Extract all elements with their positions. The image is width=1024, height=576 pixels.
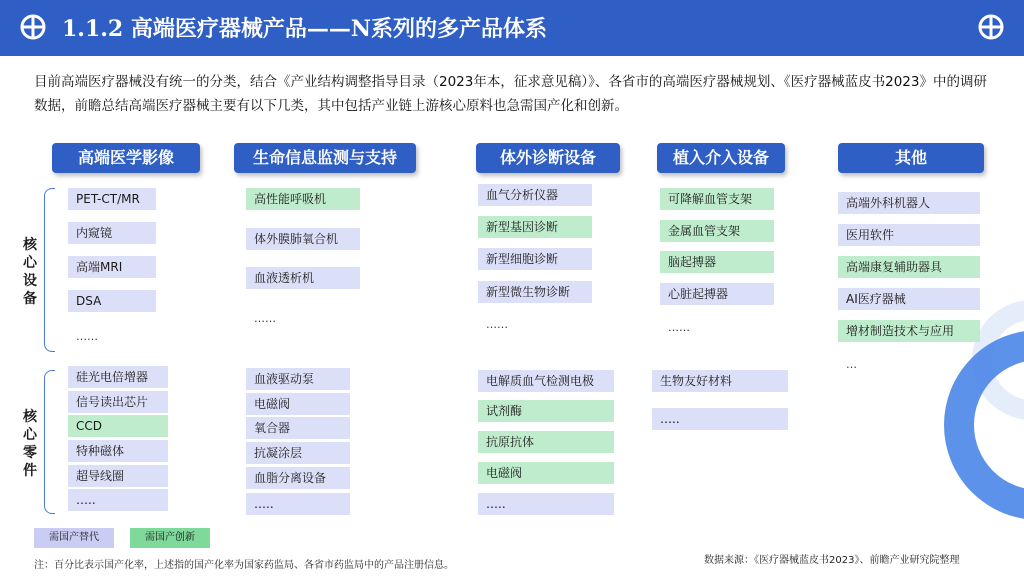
equipment-item: 心脏起搏器	[660, 283, 774, 305]
equipment-item: 新型基因诊断	[478, 216, 592, 238]
equipment-item: DSA	[68, 290, 156, 312]
equipment-item: 高端康复辅助器具	[838, 256, 980, 278]
equipment-item: 内窥镜	[68, 222, 156, 244]
equipment-item: 高性能呼吸机	[246, 188, 360, 210]
part-item: …..	[478, 493, 614, 515]
equipment-item: 高端外科机器人	[838, 192, 980, 214]
part-item: 电磁阀	[246, 393, 350, 415]
part-item: 血脂分离设备	[246, 467, 350, 489]
equipment-item: 高端MRI	[68, 256, 156, 278]
part-item: 硅光电倍增器	[68, 366, 168, 388]
ellipsis: …	[846, 358, 857, 371]
part-item: 电磁阀	[478, 462, 614, 484]
equipment-item: 新型细胞诊断	[478, 248, 592, 270]
part-item: CCD	[68, 415, 168, 437]
equipment-item: 血气分析仪器	[478, 184, 592, 206]
footnote: 注：百分比表示国产化率，上述指的国产化率为国家药监局、各省市药监局中的产品注册信息。	[34, 560, 454, 571]
part-item: 抗凝涂层	[246, 442, 350, 464]
part-item: …..	[652, 408, 788, 430]
part-item: 超导线圈	[68, 465, 168, 487]
column-header: 植入介入设备	[657, 143, 785, 173]
part-item: 试剂酶	[478, 400, 614, 422]
core-parts-bracket	[44, 370, 55, 514]
equipment-item: 脑起搏器	[660, 251, 774, 273]
decorative-ring	[944, 330, 1024, 520]
legend-innovation: 需国产创新	[130, 528, 210, 548]
part-item: 生物友好材料	[652, 370, 788, 392]
equipment-item: 血液透析机	[246, 267, 360, 289]
ellipsis: ……	[668, 321, 690, 334]
column-header: 体外诊断设备	[476, 143, 620, 173]
intro-paragraph: 目前高端医疗器械没有统一的分类，结合《产业结构调整指导目录（2023年本，征求意见稿）》、各省市的高端医疗器械规划、《医疗器械蓝皮书2023》中的调研数据，前瞻总结高端医疗器械主要有以下几类，其中包括产业链上游核心原料也急需国产化和创新。	[34, 74, 987, 114]
ellipsis: ……	[76, 330, 98, 343]
equipment-item: AI医疗器械	[838, 288, 980, 310]
ellipsis: ……	[254, 312, 276, 325]
part-item: …..	[68, 489, 168, 511]
part-item: …..	[246, 493, 350, 515]
equipment-item: 金属血管支架	[660, 220, 774, 242]
part-item: 抗原抗体	[478, 431, 614, 453]
column-header: 生命信息监测与支持	[234, 143, 416, 173]
core-equipment-bracket	[44, 188, 55, 352]
page-title: 1.1.2 高端医疗器械产品——N系列的多产品体系	[62, 16, 548, 42]
column-header: 其他	[838, 143, 984, 173]
ellipsis: ……	[486, 318, 508, 331]
part-item: 血液驱动泵	[246, 368, 350, 390]
header-bar	[0, 0, 1024, 56]
crosshair-circle-icon	[18, 12, 48, 42]
legend-replacement: 需国产替代	[34, 528, 114, 548]
data-source: 数据来源：《医疗器械蓝皮书2023》、前瞻产业研究院整理	[704, 555, 960, 566]
equipment-item: 新型微生物诊断	[478, 281, 592, 303]
part-item: 特种磁体	[68, 440, 168, 462]
part-item: 信号读出芯片	[68, 391, 168, 413]
part-item: 电解质血气检测电极	[478, 370, 614, 392]
core-equipment-label: 核心设备	[23, 237, 37, 307]
equipment-item: 可降解血管支架	[660, 188, 774, 210]
part-item: 氧合器	[246, 417, 350, 439]
equipment-item: 医用软件	[838, 224, 980, 246]
equipment-item: 体外膜肺氧合机	[246, 228, 360, 250]
column-header: 高端医学影像	[52, 143, 200, 173]
core-parts-label: 核心零件	[23, 409, 37, 479]
crosshair-circle-icon	[976, 12, 1006, 42]
equipment-item: PET-CT/MR	[68, 188, 156, 210]
equipment-item: 增材制造技术与应用	[838, 320, 980, 342]
